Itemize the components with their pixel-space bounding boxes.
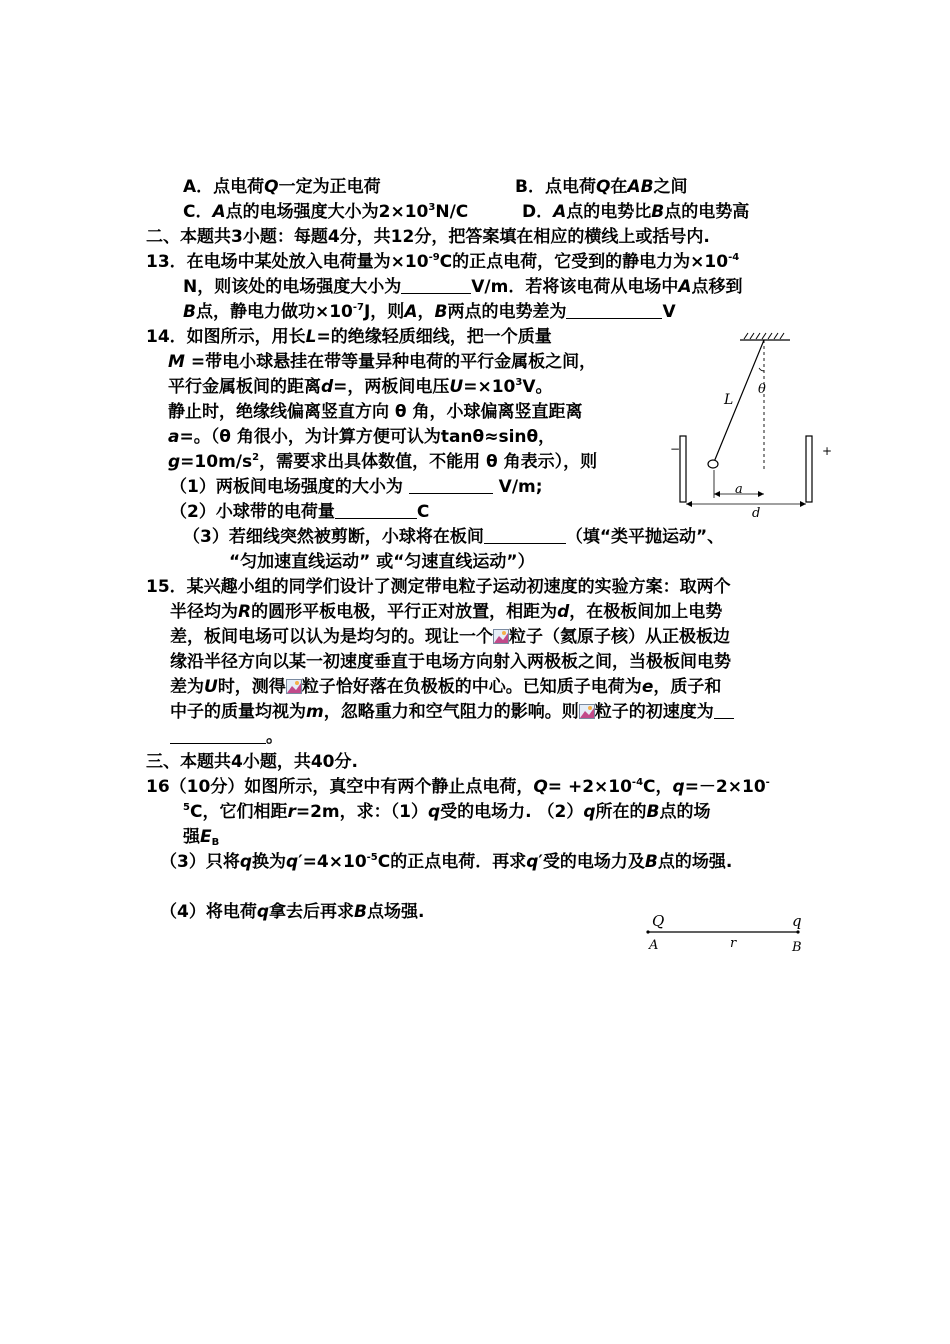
q13-answer-blank-2[interactable] xyxy=(566,302,662,319)
q13-line-3: B点，静电力做功$\times 10^{-7}J$，则A，B两点的电势差为 V xyxy=(183,302,676,322)
broken-image-icon xyxy=(579,704,595,719)
q14-answer-blank-2[interactable] xyxy=(335,502,417,519)
broken-image-icon xyxy=(493,629,509,644)
plus-label: + xyxy=(822,444,833,458)
q14-line-1: 14．如图所示，用长L=的绝缘轻质细线，把一个质量 xyxy=(146,327,552,347)
q15-line-3: 差，板间电场可以认为是均匀的。现让一个 粒子（氦原子核）从正极板边 xyxy=(170,627,730,647)
q14-answer-blank-3[interactable] xyxy=(484,527,566,544)
option-d: D．A点的电势比B点的电势高 xyxy=(522,202,750,222)
angle-arc xyxy=(759,368,764,371)
q15-answer-blank-b[interactable] xyxy=(170,727,266,744)
point-a-dot xyxy=(646,930,649,933)
point-charges-diagram xyxy=(640,908,815,958)
left-plate xyxy=(680,436,686,502)
q14-answer-blank-1[interactable] xyxy=(409,477,493,494)
q14-sub-3: （3）若细线突然被剪断，小球将在板间 （填“类平抛运动”、 xyxy=(183,527,725,547)
q15-line-4: 缘沿半径方向以某一初速度垂直于电场方向射入两极板之间，当极板间电势 xyxy=(170,652,731,672)
q15-answer-blank-a[interactable] xyxy=(714,702,734,719)
q13-line-2: N，则该处的电场强度大小为 V/m．若将该电荷从电场中A点移到 xyxy=(183,277,743,297)
q15-line-2: 半径均为R的圆形平板电极，平行正对放置，相距为d，在极板间加上电势 xyxy=(170,602,723,622)
point-B-label: B xyxy=(792,940,802,955)
charge-Q-label: Q xyxy=(652,912,665,930)
point-b-dot xyxy=(796,930,799,933)
point-A-label: A xyxy=(649,938,659,953)
section-2-heading: 二、本题共3小题：每题4分，共12分，把答案填在相应的横线上或括号内. xyxy=(146,227,710,247)
q15-line-7: 。 xyxy=(170,726,283,748)
theta-label: θ xyxy=(758,382,766,397)
q16-line-2: $^5$C，它们相距r=2m，求：（1）q受的电场力. （2）q所在的B点的场 xyxy=(183,802,711,822)
q15-line-5: 差为U时，测得 粒子恰好落在负极板的中心。已知质子电荷为e，质子和 xyxy=(170,677,722,697)
q14-sub-3-options: “匀加速直线运动” 或“匀速直线运动”） xyxy=(229,552,535,572)
d-label: d xyxy=(752,506,761,520)
q14-line-3: 平行金属板间的距离d=，两板间电压$U=\times 10^3V$。 xyxy=(168,377,553,397)
a-label: a xyxy=(735,482,743,497)
q13-line-1: 13．在电场中某处放入电荷量为$\times 10^{-9}C$的正点电荷，它受到的静电力为$\times 10^{-4}$ xyxy=(146,252,740,272)
q13-answer-blank-1[interactable] xyxy=(401,277,471,294)
option-b: B．点电荷Q在AB之间 xyxy=(515,177,688,197)
minus-label: − xyxy=(670,442,681,456)
ceiling-hatch xyxy=(744,333,784,339)
q14-sub-2: （2）小球带的电荷量 C xyxy=(170,502,430,522)
charged-ball xyxy=(708,460,718,468)
thread xyxy=(714,340,764,462)
q15-line-1: 15．某兴趣小组的同学们设计了测定带电粒子运动初速度的实验方案：取两个 xyxy=(146,577,731,597)
q15-line-6: 中子的质量均视为m，忽略重力和空气阻力的影响。则 粒子的初速度为 xyxy=(170,701,734,723)
q14-line-4: 静止时，绝缘线偏离竖直方向 θ 角，小球偏离竖直距离 xyxy=(168,402,583,422)
q16-line-3: 强$E_B$ xyxy=(183,827,220,848)
pendulum-diagram xyxy=(660,330,840,520)
q16-sub-3: （3）只将q换为$q'=4\times 10^{-5}C$的正点电荷．再求q′受的电场力及B点的场强. xyxy=(160,852,733,872)
broken-image-icon xyxy=(286,679,302,694)
q14-line-5: a=。（θ 角很小，为计算方便可认为tanθ≈sinθ， xyxy=(168,427,556,447)
option-c: C．A点的电场强度大小为$2\times 10^3N/C$ xyxy=(183,202,469,222)
q14-line-2: M =带电小球悬挂在带等量异种电荷的平行金属板之间， xyxy=(168,352,597,372)
section-3-heading: 三、本题共4小题，共40分. xyxy=(146,752,358,772)
q16-sub-4: （4）将电荷q拿去后再求B点场强. xyxy=(160,902,425,922)
q14-sub-1: （1）两板间电场强度的大小为 V/m; xyxy=(170,477,543,497)
right-plate xyxy=(806,436,812,502)
q14-line-6: $g=10m/s^2$，需要求出具体数值，不能用 θ 角表示），则 xyxy=(168,452,598,472)
option-a: A．点电荷Q一定为正电荷 xyxy=(183,177,381,197)
distance-r-label: r xyxy=(730,936,737,951)
charge-q-label: q xyxy=(792,912,802,930)
q16-line-1: 16（10分）如图所示，真空中有两个静止点电荷，$Q= +2\times 10^{-4}C$，q=－2×10- xyxy=(146,777,770,797)
length-label: L xyxy=(724,392,734,408)
